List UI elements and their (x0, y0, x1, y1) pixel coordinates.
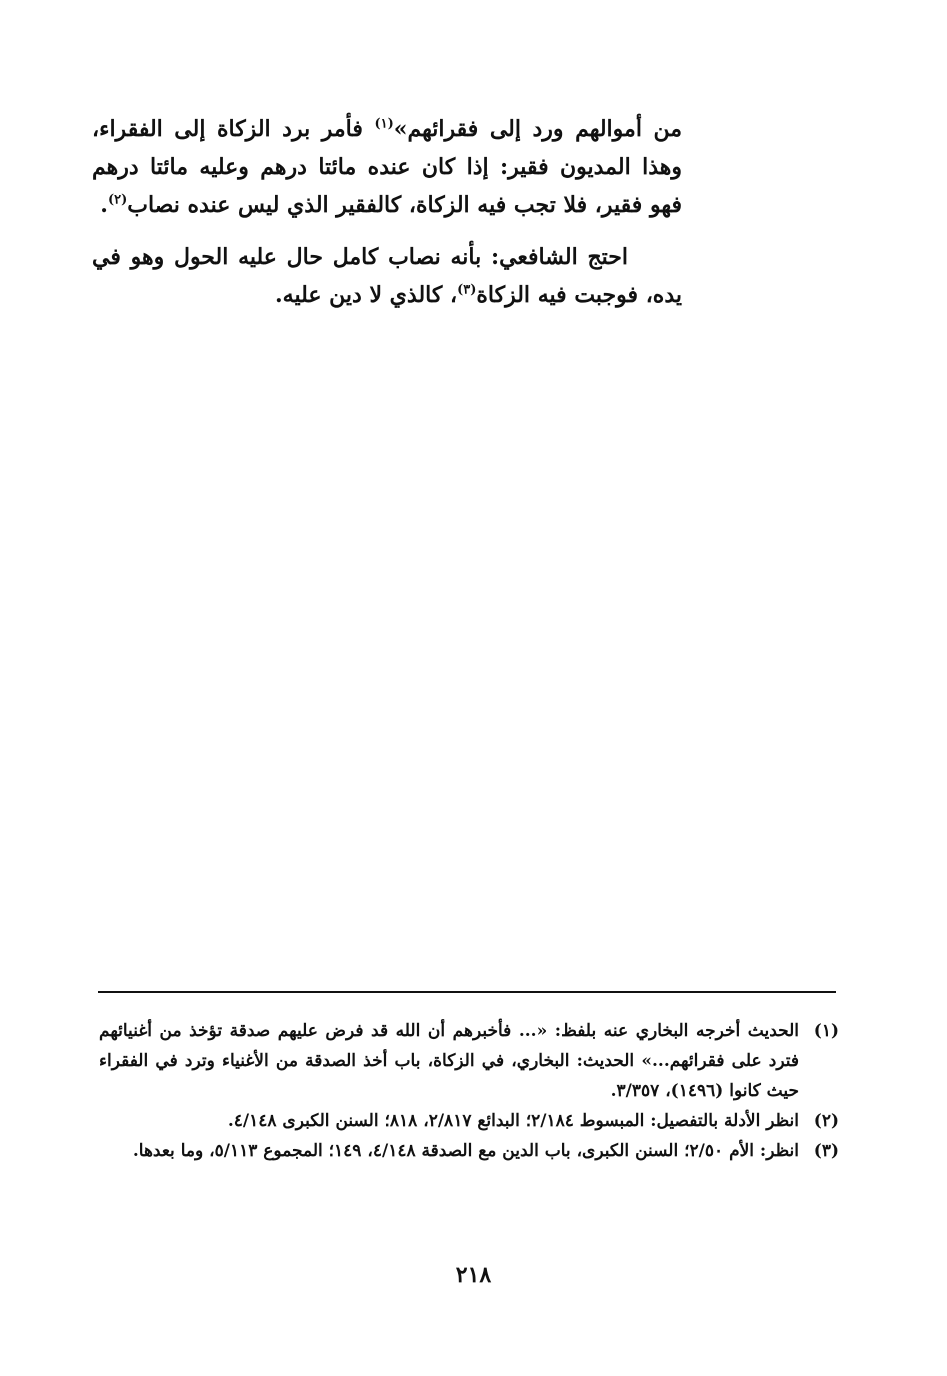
footnote-1 (99, 1016, 839, 1106)
footnote-number: (١) (813, 1021, 839, 1041)
footnote-ref-1: (١) (374, 116, 394, 132)
page-number: ٢١٨ (455, 1262, 492, 1288)
paragraph-1-part-3: . (100, 192, 108, 218)
paragraph-2-part-1: احتج الشافعي: بأنه نصاب كامل حال عليه الحول وهو في يده، فوجبت فيه الزكاة (92, 244, 682, 308)
paragraph-1-part-1: من أموالهم ورد إلى فقرائهم» (393, 116, 682, 142)
footnote-text: الحديث أخرجه البخاري عنه بلفظ: «... فأخبرهم أن الله قد فرض عليهم صدقة تؤخذ من أغنيائهم فترد على فقرائهم...» الحديث: البخاري، في الزكاة، باب أخذ الصدقة من الأغنياء وترد في الفقراء حيث كانوا (١٤٩٦)، ٣/٣٥٧. (99, 1021, 800, 1101)
paragraph-1-part-2: فأمر برد الزكاة إلى الفقراء، وهذا المديون فقير: إذا كان عنده مائتا درهم وعليه مائتا درهم فهو فقير، فلا تجب فيه الزكاة، كالفقير الذي ليس عنده نصاب (92, 116, 682, 218)
footnote-2 (99, 1106, 839, 1136)
paragraph-2-part-2: ، كالذي لا دين عليه. (274, 282, 458, 308)
paragraph-1 (92, 110, 682, 224)
main-text (92, 110, 682, 328)
footnote-text: انظر الأدلة بالتفصيل: المبسوط ٢/١٨٤؛ البدائع ٢/٨١٧، ٨١٨؛ السنن الكبرى ٤/١٤٨. (227, 1111, 799, 1131)
footnote-divider (98, 991, 836, 993)
footnote-ref-3: (٣) (457, 282, 477, 298)
footnote-3 (99, 1136, 839, 1166)
footnote-number: (٢) (813, 1111, 839, 1131)
footnote-number: (٣) (813, 1141, 839, 1161)
footnote-text: انظر: الأم ٢/٥٠؛ السنن الكبرى، باب الدين مع الصدقة ٤/١٤٨، ١٤٩؛ المجموع ٥/١١٣، وما بعدها. (132, 1141, 799, 1161)
footnote-ref-2: (٢) (107, 192, 128, 208)
footnotes (99, 1016, 839, 1166)
paragraph-2 (92, 238, 682, 314)
